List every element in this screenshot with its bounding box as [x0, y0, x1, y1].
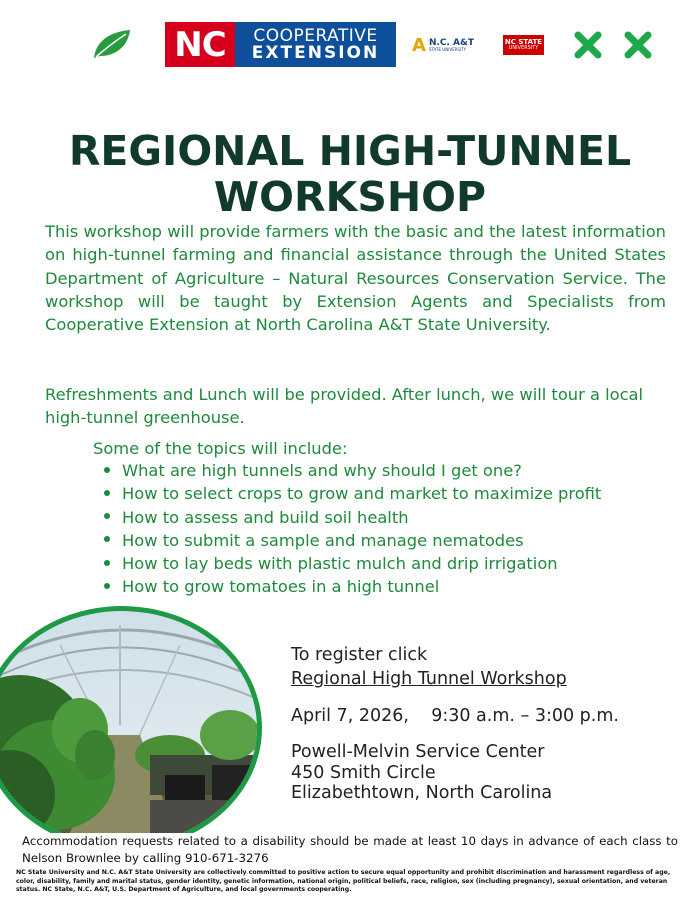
nc-state-logo — [503, 35, 544, 55]
event-venue — [291, 742, 552, 804]
bullet-icon — [104, 536, 110, 542]
event-date: April 7, 2026, — [291, 706, 409, 726]
ncstate-logo-sub: UNIVERSITY — [508, 45, 539, 51]
list-item: What are high tunnels and why should I get one? — [104, 459, 601, 482]
intro-paragraph: This workshop will provide farmers with the basic and the latest information on high-tunnel farming and financial assistance through the United States Department of Agriculture – Natural Resources Conservation Service. The workshop will be taught by Extension Agents and Specialists from Cooperative Extension at North Carolina A&T State University. — [45, 222, 666, 335]
topics-heading: Some of the topics will include: — [93, 439, 348, 458]
at-logo-name: N.C. A&T — [428, 37, 474, 48]
registration-block — [291, 643, 567, 691]
greenhouse-photo — [0, 605, 268, 833]
ncstate-logo-name: NC STATE — [504, 38, 543, 46]
nc-logo-wordmark — [235, 22, 396, 67]
list-item: How to grow tomatoes in a high tunnel — [104, 575, 601, 598]
register-prompt: To register click — [291, 645, 428, 665]
at-logo-sub: STATE UNIVERSITY — [428, 46, 467, 52]
nc-cooperative-extension-logo — [165, 22, 396, 67]
venue-city: Elizabethtown, North Carolina — [291, 783, 553, 803]
register-link[interactable]: Regional High Tunnel Workshop — [291, 669, 567, 689]
bullet-icon — [104, 490, 110, 496]
nc-logo-letters: NC — [165, 22, 235, 67]
legal-disclaimer: NC State University and N.C. A&T State University are collectively committed to positive action to secure equal opportunity and prohibit discrimination and harassment regardless of age, color, disability, family and marital status, gender identity, genetic information, national origin, political beliefs, race, religion, sex (including pregnancy), sexual orientation, and veteran status. NC State, N.C. A&T, U.S. Department of Agriculture, and local governments cooperating. — [16, 869, 671, 894]
x-mark-icon — [624, 31, 652, 59]
nc-at-logo — [412, 34, 476, 56]
page-title — [40, 128, 660, 220]
venue-name: Powell-Melvin Service Center — [291, 742, 545, 762]
list-item: How to lay beds with plastic mulch and drip irrigation — [104, 552, 601, 575]
bullet-icon — [104, 583, 110, 589]
list-item: How to assess and build soil health — [104, 506, 601, 529]
leaf-icon — [92, 28, 132, 60]
event-time: 9:30 a.m. – 3:00 p.m. — [431, 706, 619, 726]
topics-list — [104, 459, 601, 599]
bullet-icon — [104, 560, 110, 566]
refreshments-paragraph: Refreshments and Lunch will be provided. After lunch, we will tour a local high-tunnel greenhouse. — [45, 385, 644, 428]
x-mark-icon — [574, 31, 602, 59]
title-line2: WORKSHOP — [213, 173, 487, 221]
logo-bar — [0, 0, 700, 90]
bullet-icon — [104, 513, 110, 519]
venue-street: 450 Smith Circle — [291, 762, 436, 783]
list-item: How to select crops to grow and market to maximize profit — [104, 482, 601, 505]
at-logo-mark: A — [412, 34, 426, 56]
title-line1: REGIONAL HIGH-TUNNEL — [68, 127, 632, 175]
accommodation-notice: Accommodation requests related to a disability should be made at least 10 days in advance of each class to Nelson Brownlee by calling 910-671-3276 — [22, 834, 678, 865]
event-datetime — [291, 706, 619, 726]
bullet-icon — [104, 467, 110, 473]
nc-logo-line2: EXTENSION — [251, 42, 380, 63]
nc-logo-line1: COOPERATIVE — [253, 25, 378, 46]
list-item: How to submit a sample and manage nematodes — [104, 529, 601, 552]
